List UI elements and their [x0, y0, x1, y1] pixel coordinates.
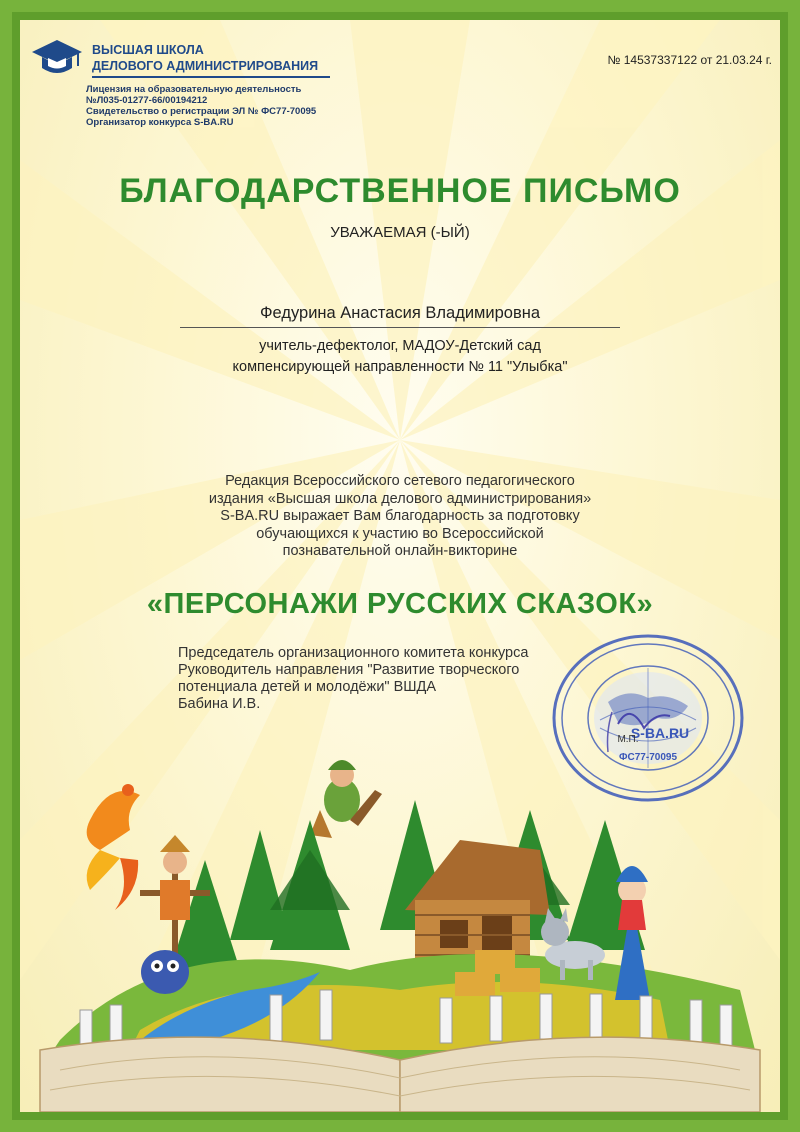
owl-illustration: [141, 950, 189, 994]
registration-info: Свидетельство о регистрации ЭЛ № ФС77-70095: [86, 106, 317, 117]
recipient-name: Федурина Анастасия Владимировна: [259, 304, 541, 322]
recipient-underline: [180, 327, 620, 328]
recipient-position: [180, 336, 620, 378]
org-name-line1: ВЫСШАЯ ШКОЛА: [92, 43, 204, 57]
salutation: УВАЖАЕМАЯ (-ЫЙ): [330, 224, 470, 241]
certificate-paper: [20, 20, 780, 1112]
position-line1: учитель-дефектолог, МАДОУ-Детский сад: [259, 338, 541, 354]
body-line5: познавательной онлайн-викторине: [282, 543, 518, 559]
position-line2: компенсирующей направленности № 11 "Улыбка": [232, 359, 568, 375]
stamp-number: ФС77-70095: [618, 752, 678, 763]
license-label: Лицензия на образовательную деятельность: [86, 84, 302, 95]
document-number: № 14537337122 от 21.03.24 г.: [607, 53, 772, 67]
graduation-cap-icon: [30, 38, 84, 80]
fairy-tale-illustration: [20, 740, 780, 1112]
org-name-line2: ДЕЛОВОГО АДМИНИСТРИРОВАНИЯ: [92, 59, 319, 73]
stamp-mp: М.П.: [617, 734, 639, 745]
firebird-illustration: [87, 784, 140, 910]
signature-line1: Председатель организационного комитета конкурса: [178, 645, 529, 661]
body-line4: обучающихся к участию во Всероссийской: [256, 525, 544, 542]
signature-line3: потенциала детей и молодёжи" ВШДА: [178, 679, 437, 695]
signature-block: [178, 645, 528, 713]
stamp-center-text: S-BA.RU: [630, 725, 690, 741]
baba-yaga-illustration: [310, 760, 382, 838]
logo-underline: [92, 76, 330, 78]
license-info: [86, 84, 316, 128]
organizer-info: Организатор конкурса S-BA.RU: [86, 117, 234, 128]
body-line2: издания «Высшая школа делового администрирования»: [208, 490, 592, 507]
signature-line2: Руководитель направления "Развитие творческого: [178, 662, 520, 678]
signatory-name: Бабина И.В.: [178, 696, 261, 712]
gratitude-text: [160, 473, 640, 561]
license-number: №Л035-01277-66/00194212: [86, 95, 208, 106]
certificate-title: БЛАГОДАРСТВЕННОЕ ПИСЬМО: [119, 172, 681, 210]
contest-title: «ПЕРСОНАЖИ РУССКИХ СКАЗОК»: [146, 588, 654, 620]
body-line3: S-BA.RU выражает Вам благодарность за подготовку: [220, 508, 580, 524]
body-line1: Редакция Всероссийского сетевого педагогического: [225, 473, 575, 489]
